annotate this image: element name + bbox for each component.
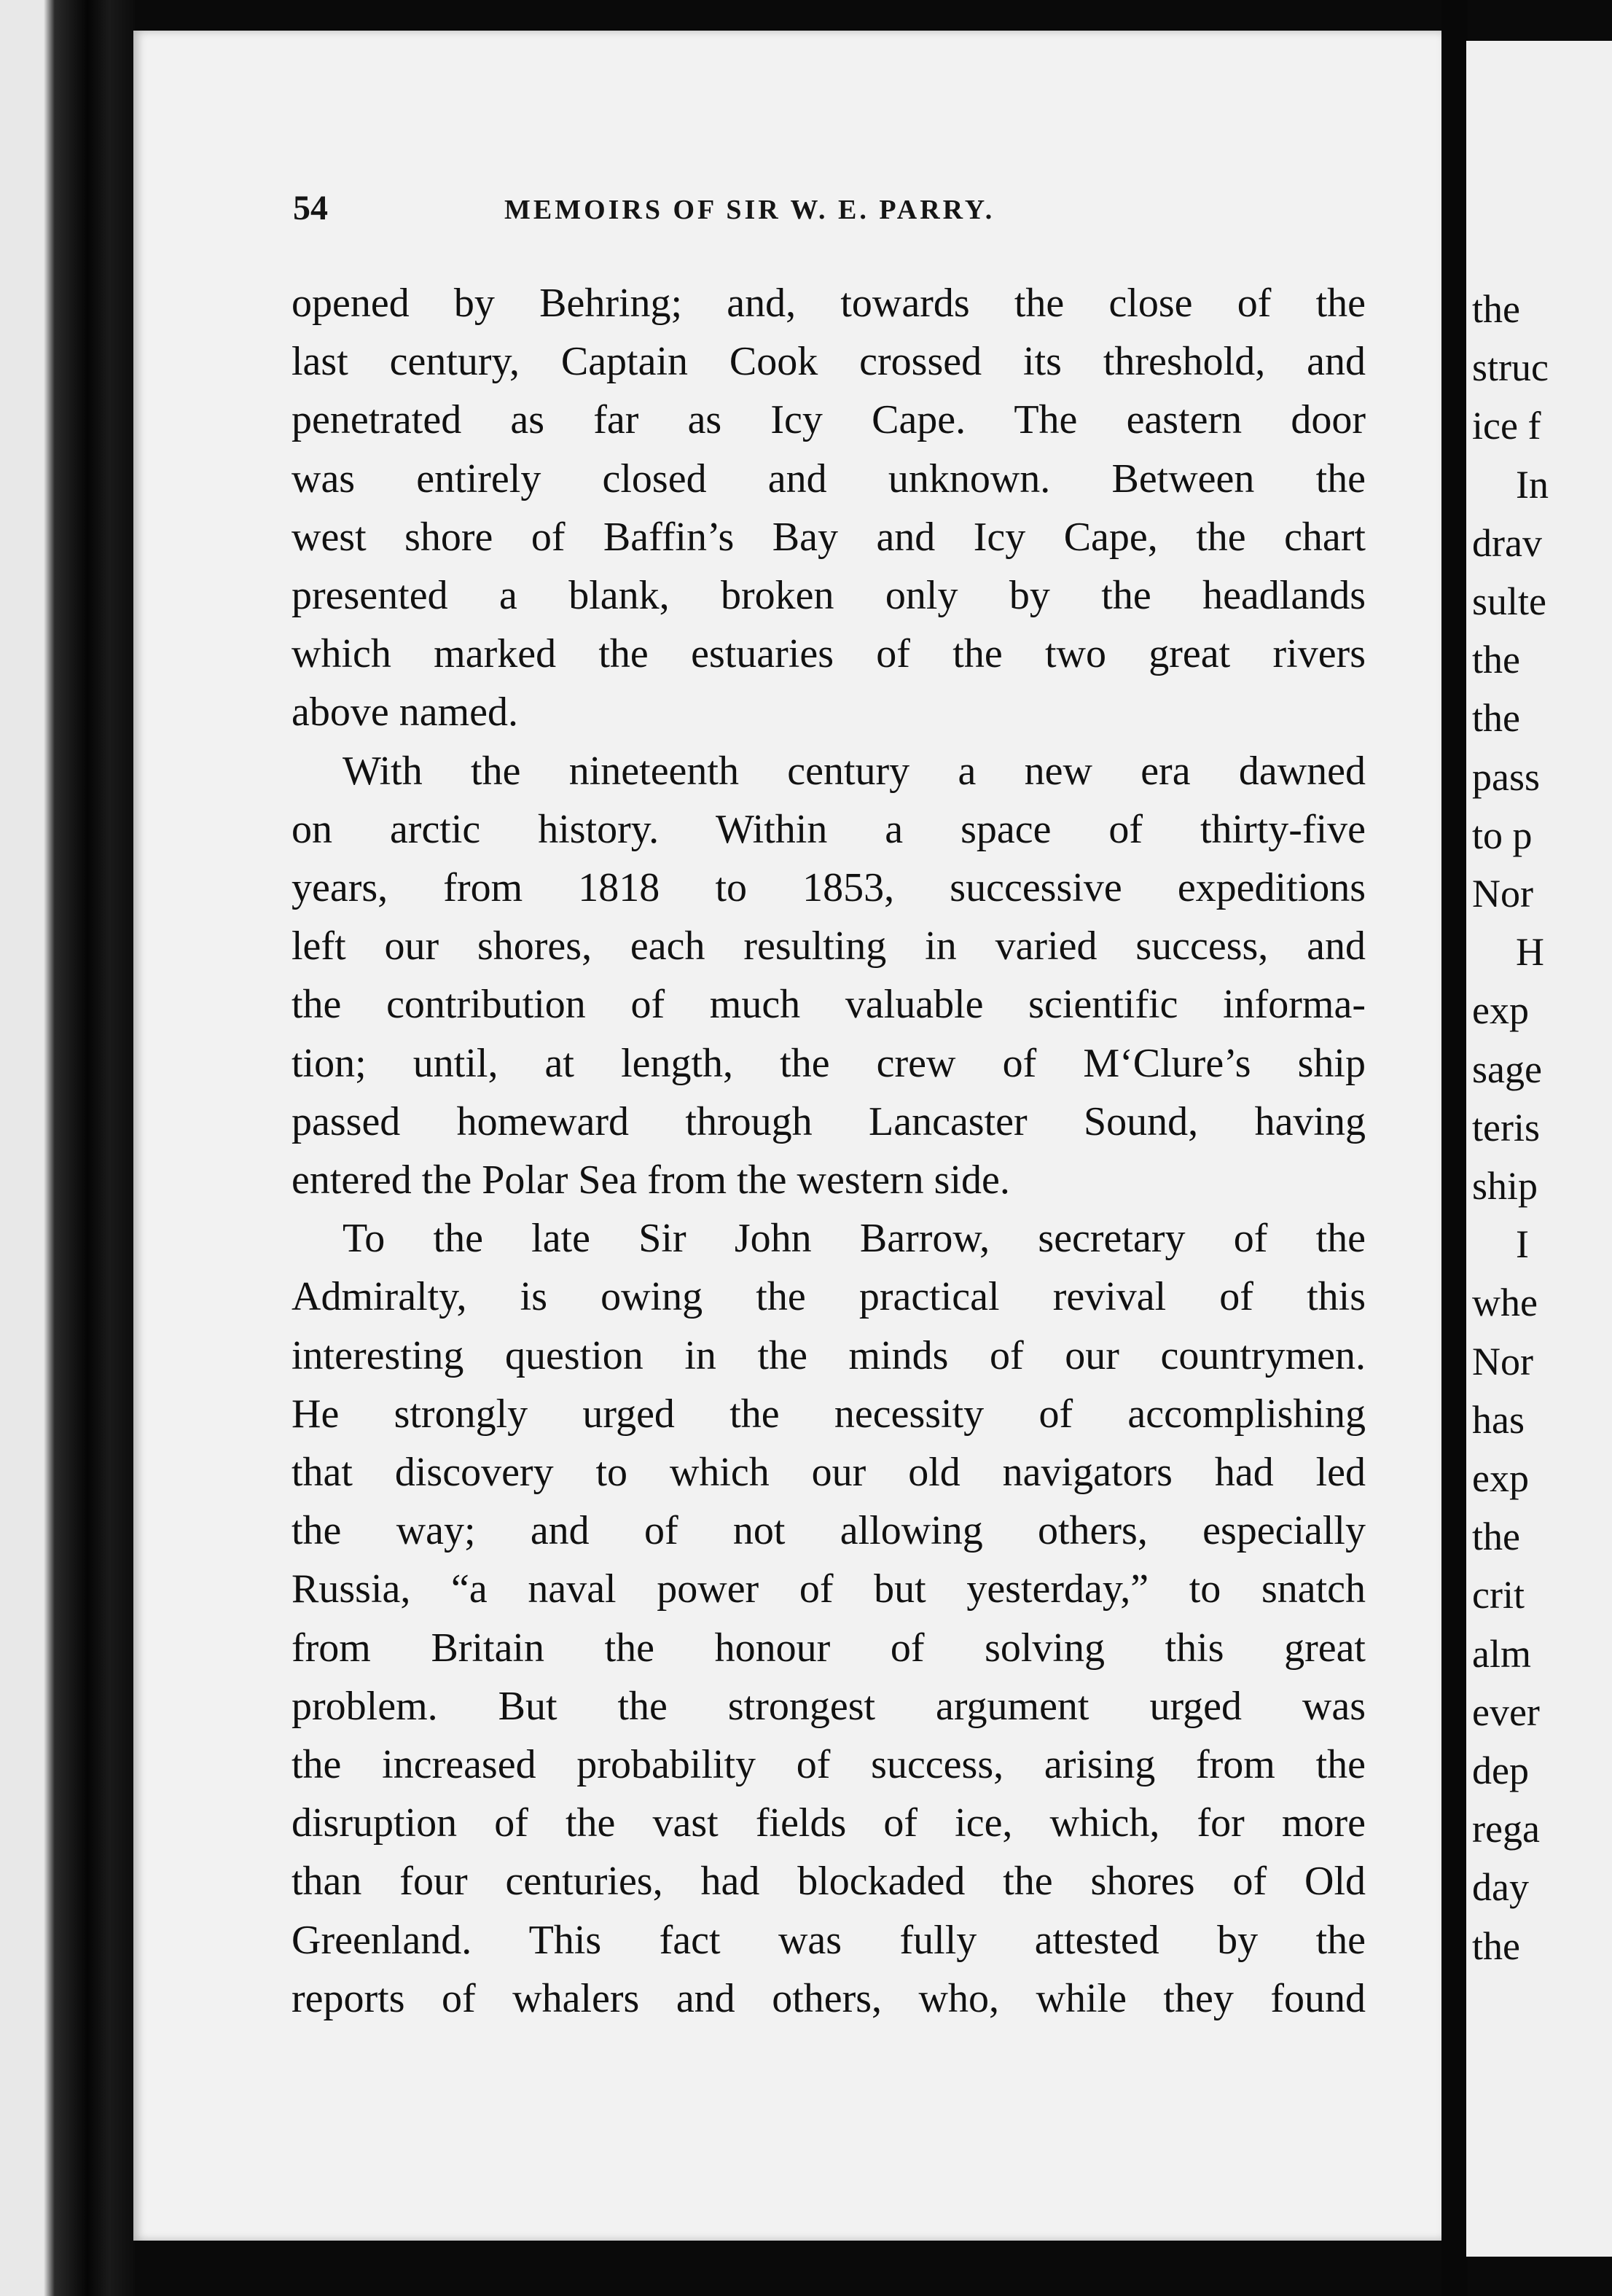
right-page-fragment: ice f [1472, 404, 1541, 448]
text-line: passed homeward through Lancaster Sound, having [292, 1098, 1366, 1144]
right-page-fragment: Nor [1472, 1339, 1533, 1383]
text-line: the contribution of much valuable scientific informa- [292, 982, 1366, 1028]
text-line: entered the Polar Sea from the western side. [292, 1157, 1010, 1203]
book-gutter [1441, 0, 1468, 2296]
right-page-edge [1466, 41, 1612, 2257]
text-line: was entirely closed and unknown. Between the [292, 456, 1366, 501]
right-page-fragment: teris [1472, 1105, 1540, 1149]
right-page-fragment: the [1472, 1515, 1520, 1559]
right-page-fragment: whe [1472, 1281, 1538, 1325]
text-line: Russia, “a naval power of but yesterday,” to snatch [292, 1566, 1366, 1612]
right-page-fragment: struc [1472, 345, 1549, 390]
text-line: left our shores, each resulting in varied success, and [292, 924, 1366, 969]
right-page-fragment: alm [1472, 1631, 1531, 1676]
text-line: above named. [292, 690, 518, 735]
right-page-fragment: Nor [1472, 872, 1533, 915]
running-title: MEMOIRS OF SIR W. E. PARRY. [504, 195, 995, 225]
text-line: which marked the estuaries of the two great rivers [292, 631, 1366, 677]
running-head [293, 188, 1372, 232]
text-line: disruption of the vast fields of ice, which, for more [292, 1800, 1366, 1846]
right-page-fragment: H [1516, 930, 1544, 975]
text-line: from Britain the honour of solving this great [292, 1625, 1366, 1671]
right-page-fragment: rega [1472, 1807, 1540, 1851]
right-page-fragment: drav [1472, 520, 1542, 565]
text-line: Admiralty, is owing the practical revival of this [292, 1274, 1366, 1320]
text-line: that discovery to which our old navigators had led [292, 1450, 1366, 1495]
book-binding-left [0, 0, 135, 2296]
text-line: last century, Captain Cook crossed its threshold, and [292, 339, 1366, 385]
text-line: presented a blank, broken only by the headlands [292, 573, 1366, 618]
text-line: west shore of Baffin’s Bay and Icy Cape, the chart [292, 514, 1366, 560]
text-line: the way; and of not allowing others, especially [292, 1508, 1366, 1554]
text-line: He strongly urged the necessity of accomplishing [292, 1391, 1366, 1437]
right-page-fragment: sulte [1472, 579, 1546, 623]
right-page-fragment: pass [1472, 754, 1540, 799]
text-line: than four centuries, had blockaded the shores of Old [292, 1859, 1366, 1905]
right-page-fragment: crit [1472, 1573, 1525, 1617]
text-line: tion; until, at length, the crew of M‘Clure’s ship [292, 1040, 1366, 1086]
text-line: To the late Sir John Barrow, secretary of the [343, 1216, 1366, 1262]
text-line: opened by Behring; and, towards the close of the [292, 281, 1366, 326]
text-line: the increased probability of success, arising from the [292, 1742, 1366, 1787]
text-line: reports of whalers and others, who, while they found [292, 1975, 1366, 2021]
right-page-fragment: exp [1472, 988, 1529, 1033]
right-page-fragment: exp [1472, 1456, 1529, 1500]
page-number: 54 [293, 189, 328, 227]
right-page-fragment: the [1472, 696, 1520, 741]
right-page-fragment: In [1516, 462, 1549, 507]
right-page-fragment: the [1472, 638, 1520, 682]
text-line: penetrated as far as Icy Cape. The eastern door [292, 397, 1366, 443]
right-page-fragment: day [1472, 1865, 1529, 1910]
text-line: years, from 1818 to 1853, successive expeditions [292, 865, 1366, 910]
text-line: Greenland. This fact was fully attested by the [292, 1917, 1366, 1963]
right-page-fragment: the [1472, 287, 1520, 331]
text-line: problem. But the strongest argument urged was [292, 1683, 1366, 1729]
right-page-fragment: ever [1472, 1690, 1540, 1734]
right-page-fragment: sage [1472, 1047, 1542, 1091]
right-page-fragment: to p [1472, 813, 1533, 857]
text-line: With the nineteenth century a new era dawned [343, 748, 1366, 794]
right-page-fragment: I [1516, 1222, 1529, 1267]
text-line: interesting question in the minds of our countrymen. [292, 1332, 1366, 1378]
right-page-fragment: the [1472, 1924, 1520, 1968]
text-line: on arctic history. Within a space of thirty-five [292, 806, 1366, 852]
right-page-fragment: ship [1472, 1164, 1538, 1208]
right-page-fragment: dep [1472, 1749, 1529, 1792]
right-page-fragment: has [1472, 1397, 1525, 1442]
